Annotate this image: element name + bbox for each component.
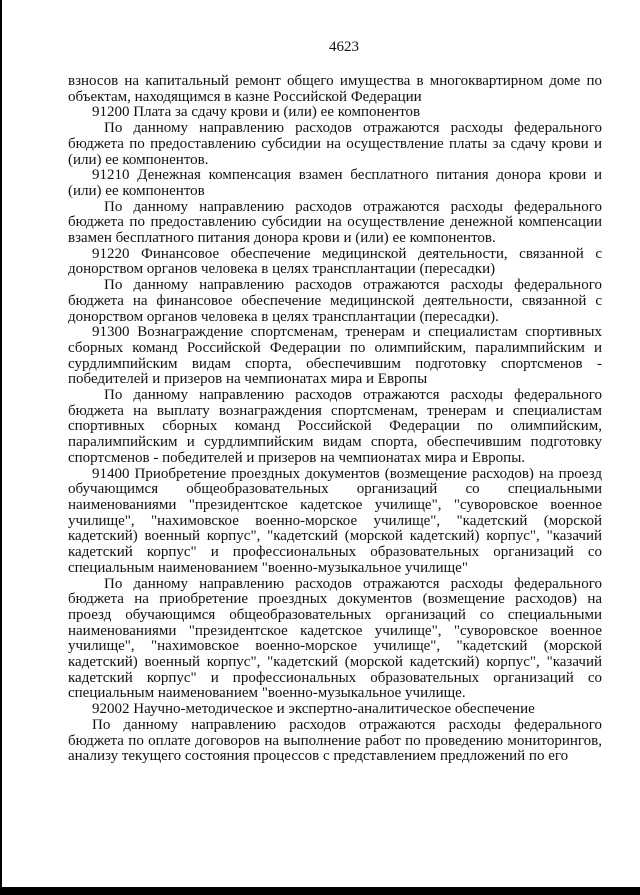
paragraph: 92002 Научно-методическое и экспертно-аналитическое обеспечение	[92, 701, 535, 718]
paragraph: По данному направлению расходов отражаются расходы федерального бюджета на приобретение проездных документов (возмещение расходов) на проезд обучающимся общеобразовательных организаций со специальными наименованиями "президентское кадетское училище", "суворовское военное училище", "нахимовское военно-морское училище", "кадетский (морской кадетский) военный корпус", "кадетский (морской кадетский) корпус", "казачий кадетский корпус" и профессиональных образовательных организаций со специальным наименованием "военно-музыкальное училище.	[68, 575, 602, 702]
scan-edge-left	[0, 0, 2, 895]
paragraph: 91300 Вознаграждение спортсменам, тренерам и специалистам спортивных сборных команд Российской Федерации по олимпийским, паралимпийским и сурдлимпийским видам спорта, обеспечившим подготовку спортсменов - победителей и призеров на чемпионатах мира и Европы	[68, 324, 602, 388]
scan-edge-bottom	[0, 887, 640, 895]
paragraph: По данному направлению расходов отражаются расходы федерального бюджета по предоставлению субсидии на осуществление платы за сдачу крови и (или) ее компонентов.	[68, 120, 602, 168]
paragraph: 91220 Финансовое обеспечение медицинской деятельности, связанной с донорством органов человека в целях трансплантации (пересадки)	[68, 245, 602, 278]
paragraph: По данному направлению расходов отражаются расходы федерального бюджета по предоставлению субсидии на осуществление денежной компенсации взамен бесплатного питания донора крови и (или) ее компонентов.	[68, 198, 602, 247]
paragraph: По данному направлению расходов отражаются расходы федерального бюджета на финансовое обеспечение медицинской деятельности, связанной с донорством органов человека в целях трансплантации (пересадки).	[68, 277, 602, 325]
document-page	[68, 36, 602, 765]
paragraph: По данному направлению расходов отражаются расходы федерального бюджета по оплате договоров на выполнение работ по проведению мониторингов, анализу текущего состояния процессов с представлением предложений по его	[68, 716, 602, 765]
paragraph: 91400 Приобретение проездных документов (возмещение расходов) на проезд обучающимся общеобразовательных организаций со специальными наименованиями "президентское кадетское училище", "суворовское военное училище", "нахимовское военно-морское училище", "кадетский (морской кадетский) военный корпус", "кадетский (морской кадетский) корпус", "казачий кадетский корпус" и профессиональных образовательных организаций со специальным наименованием "военно-музыкальное училище"	[68, 465, 602, 576]
paragraph: взносов на капитальный ремонт общего имущества в многоквартирном доме по объектам, находящимся в казне Российской Федерации	[68, 73, 602, 105]
page-number: 4623	[329, 39, 359, 55]
document-body	[68, 74, 602, 765]
paragraph: 91210 Денежная компенсация взамен бесплатного питания донора крови и (или) ее компонентов	[68, 167, 602, 199]
paragraph: По данному направлению расходов отражаются расходы федерального бюджета на выплату вознаграждения спортсменам, тренерам и специалистам спортивных сборных команд Российской Федерации по олимпийским, паралимпийским и сурдлимпийским видам спорта, обеспечившим подготовку спортсменов - победителей и призеров на чемпионатах мира и Европы.	[68, 387, 602, 466]
paragraph: 91200 Плата за сдачу крови и (или) ее компонентов	[92, 104, 421, 121]
